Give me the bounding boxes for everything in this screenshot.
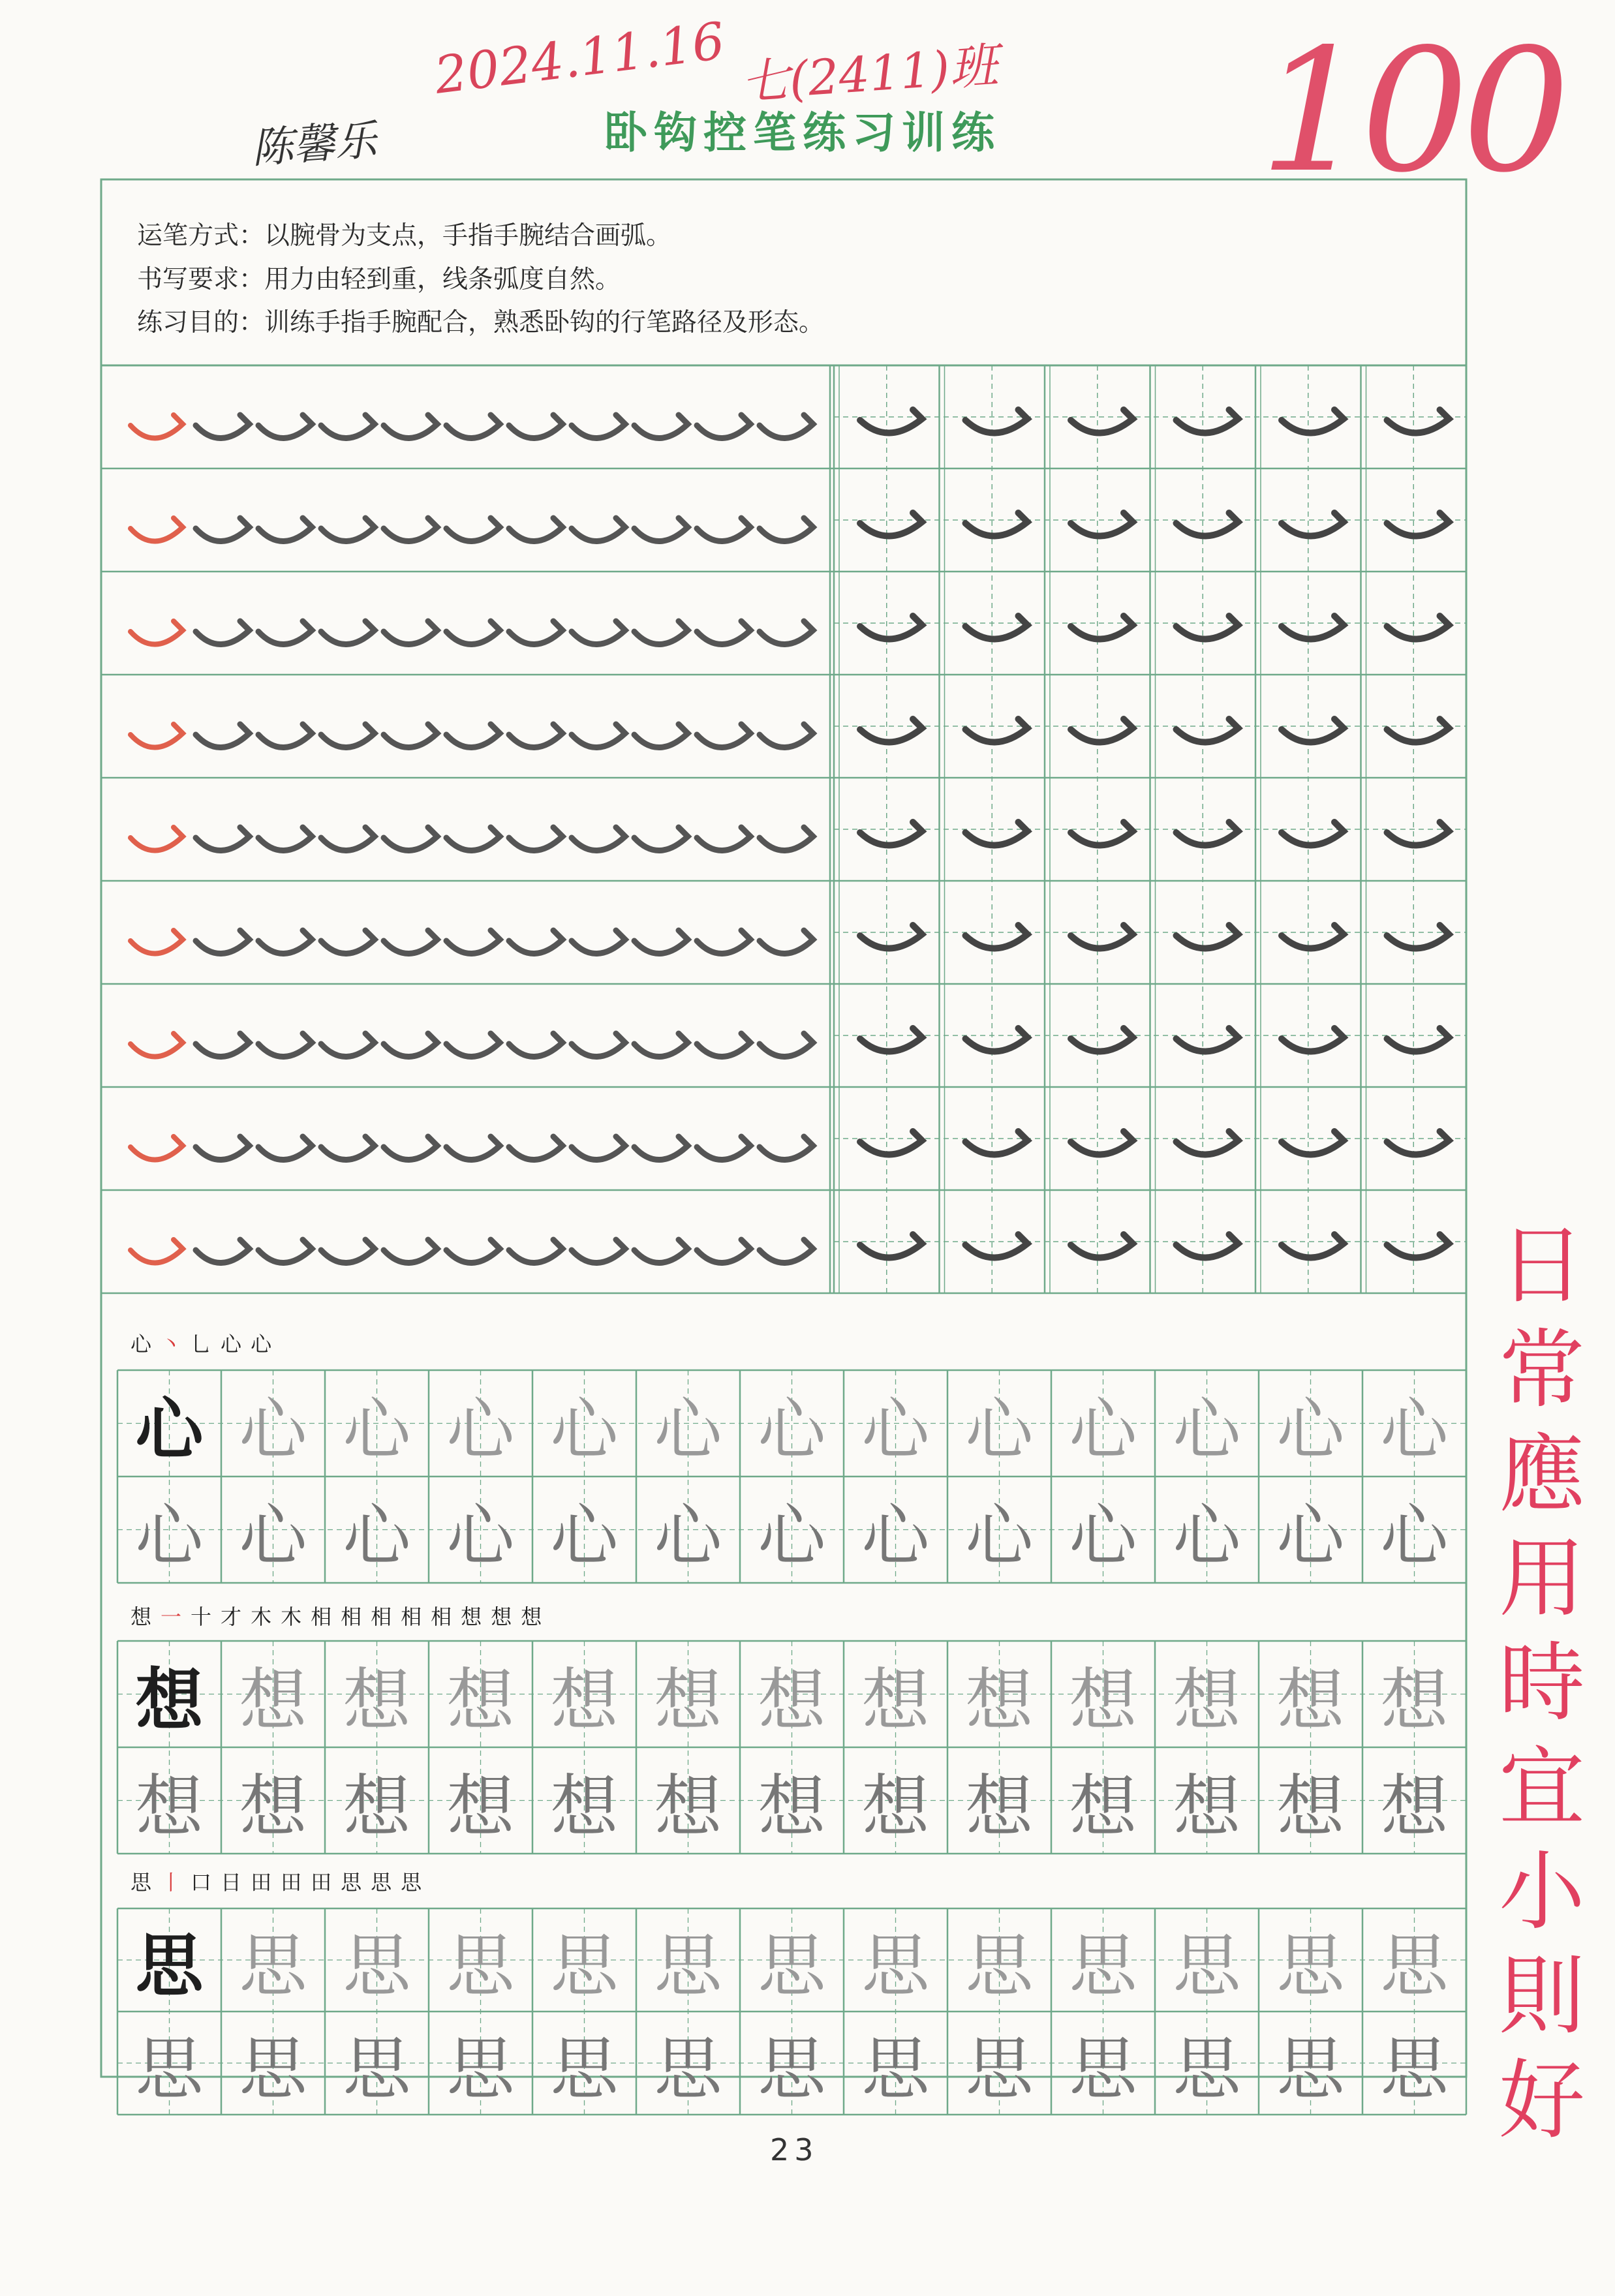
- practice-char: 思: [343, 2029, 411, 2109]
- square-practice-hook: [860, 1028, 922, 1052]
- square-practice-hook: [860, 719, 922, 742]
- practice-hook: [258, 1240, 312, 1263]
- practice-hook: [572, 415, 625, 438]
- date-note: 2024.11.16: [431, 12, 728, 106]
- stroke-order-step: 思: [371, 1870, 392, 1895]
- square-practice-hook: [1282, 1028, 1344, 1052]
- square-practice-hook: [1282, 410, 1344, 433]
- practice-hook: [384, 621, 437, 645]
- stroke-order-step: 思: [131, 1870, 152, 1895]
- red-model-hook: [131, 1033, 183, 1057]
- practice-hook: [446, 930, 500, 954]
- square-practice-hook: [966, 1234, 1028, 1258]
- practice-char: 想: [550, 1660, 619, 1740]
- square-practice-hook: [966, 1028, 1028, 1052]
- practice-char: 想: [1069, 1660, 1137, 1740]
- practice-hook: [446, 1033, 500, 1057]
- instruction-requirement: 书写要求：用力由轻到重，线条弧度自然。: [137, 265, 621, 294]
- square-practice-hook: [1387, 616, 1449, 639]
- practice-hook: [384, 518, 437, 542]
- practice-char: 心: [1069, 1389, 1137, 1469]
- practice-hook: [384, 1137, 437, 1160]
- practice-hook: [697, 724, 750, 748]
- practice-hook: [446, 827, 500, 851]
- practice-char: 心: [343, 1389, 411, 1469]
- square-practice-hook: [1282, 1131, 1344, 1155]
- practice-char: 想: [135, 1659, 204, 1740]
- stroke-order-xin: [131, 1328, 281, 1358]
- practice-char: 思: [758, 2029, 826, 2109]
- practice-hook: [509, 621, 562, 645]
- practice-char: 思: [343, 1926, 411, 2006]
- practice-hook: [697, 518, 750, 542]
- practice-char: 想: [343, 1766, 411, 1846]
- square-practice-hook: [966, 719, 1028, 742]
- square-practice-hook: [1387, 925, 1449, 949]
- practice-hook: [258, 930, 312, 954]
- red-model-hook: [131, 930, 183, 954]
- practice-hook: [196, 1137, 249, 1160]
- practice-hook: [196, 930, 249, 954]
- practice-char: 思: [550, 1926, 619, 2006]
- practice-hook: [509, 724, 562, 748]
- student-name: 陈馨乐: [250, 116, 378, 174]
- practice-hook: [321, 827, 375, 851]
- practice-char: 想: [654, 1660, 722, 1740]
- stroke-order-step: 想: [491, 1604, 512, 1629]
- square-practice-hook: [1071, 822, 1133, 846]
- practice-char: 思: [861, 1926, 930, 2006]
- square-practice-hook: [860, 1234, 922, 1258]
- practice-char: 想: [758, 1766, 826, 1846]
- square-practice-hook: [1177, 410, 1238, 433]
- practice-hook: [384, 930, 437, 954]
- practice-char: 心: [758, 1389, 826, 1469]
- stroke-order-step: 想: [521, 1604, 542, 1629]
- stroke-order-step: 相: [371, 1604, 392, 1629]
- practice-char: 心: [1173, 1495, 1241, 1576]
- practice-hook: [697, 621, 750, 645]
- square-practice-hook: [860, 410, 922, 433]
- practice-char: 思: [654, 1926, 722, 2006]
- practice-hook: [760, 930, 813, 954]
- practice-char: 心: [343, 1495, 411, 1576]
- practice-hook: [321, 1137, 375, 1160]
- practice-hook: [321, 930, 375, 954]
- practice-char: 思: [1069, 1926, 1137, 2006]
- practice-hook: [509, 827, 562, 851]
- class-note: 七(2411)班: [739, 37, 1000, 112]
- square-practice-hook: [1387, 1028, 1449, 1052]
- stroke-order-step: 思: [341, 1870, 362, 1895]
- square-practice-hook: [1387, 1131, 1449, 1155]
- stroke-order-step: 十: [191, 1604, 212, 1629]
- stroke-order-si: [131, 1866, 431, 1896]
- red-model-hook: [131, 1137, 183, 1160]
- square-practice-hook: [1071, 410, 1133, 433]
- practice-hook: [572, 518, 625, 542]
- square-practice-hook: [966, 513, 1028, 536]
- stroke-order-step: 一: [161, 1604, 182, 1629]
- practice-hook: [446, 1137, 500, 1160]
- practice-char: 心: [1069, 1495, 1137, 1576]
- practice-hook: [321, 724, 375, 748]
- practice-hook: [384, 827, 437, 851]
- stroke-order-step: 木: [281, 1604, 302, 1629]
- page-number: 23: [770, 2132, 819, 2167]
- practice-hook: [258, 1033, 312, 1057]
- practice-hook: [572, 1137, 625, 1160]
- practice-hook: [634, 827, 688, 851]
- practice-hook: [572, 1033, 625, 1057]
- practice-hook: [760, 1137, 813, 1160]
- practice-hook: [634, 1137, 688, 1160]
- practice-hook: [321, 1240, 375, 1263]
- square-practice-hook: [1071, 1234, 1133, 1258]
- practice-char: 想: [1276, 1766, 1345, 1846]
- practice-hook: [446, 1240, 500, 1263]
- practice-hook: [446, 415, 500, 438]
- square-practice-hook: [1282, 925, 1344, 949]
- practice-hook: [258, 621, 312, 645]
- stroke-order-step: 丨: [161, 1870, 182, 1895]
- practice-hook: [258, 1137, 312, 1160]
- practice-hook: [196, 1033, 249, 1057]
- practice-hook: [634, 1033, 688, 1057]
- red-model-hook: [131, 1240, 183, 1263]
- teacher-comment: 日常應用時宜小則好: [1499, 1216, 1585, 2151]
- square-practice-hook: [1177, 925, 1238, 949]
- square-practice-hook: [860, 513, 922, 536]
- practice-char: 思: [135, 1925, 204, 2006]
- stroke-order-step: 乚: [191, 1332, 212, 1356]
- practice-hook: [760, 518, 813, 542]
- square-practice-hook: [966, 410, 1028, 433]
- square-practice-hook: [1071, 513, 1133, 536]
- practice-hook: [446, 518, 500, 542]
- practice-char: 心: [1380, 1389, 1449, 1469]
- practice-char: 想: [1173, 1660, 1241, 1740]
- practice-char: 想: [446, 1766, 515, 1846]
- square-practice-hook: [860, 1131, 922, 1155]
- practice-hook: [760, 1033, 813, 1057]
- square-practice-hook: [966, 822, 1028, 846]
- practice-hook: [321, 415, 375, 438]
- square-practice-hook: [1177, 1131, 1238, 1155]
- practice-char: 思: [654, 2029, 722, 2109]
- practice-char: 心: [965, 1389, 1034, 1469]
- practice-hook: [446, 724, 500, 748]
- hook-stroke-marks: [131, 410, 1449, 1263]
- practice-char: 心: [446, 1389, 515, 1469]
- practice-char: 心: [861, 1389, 930, 1469]
- practice-hook: [697, 1033, 750, 1057]
- practice-char: 想: [1276, 1660, 1345, 1740]
- practice-char: 想: [861, 1660, 930, 1740]
- stroke-order-step: 想: [131, 1604, 152, 1629]
- practice-char: 想: [965, 1766, 1034, 1846]
- practice-hook: [634, 621, 688, 645]
- practice-hook: [634, 1240, 688, 1263]
- practice-hook: [634, 415, 688, 438]
- square-practice-hook: [966, 616, 1028, 639]
- practice-char: 心: [1276, 1495, 1345, 1576]
- stroke-order-step: 木: [251, 1604, 272, 1629]
- practice-hook: [572, 930, 625, 954]
- practice-char: 思: [550, 2029, 619, 2109]
- stroke-order-step: 才: [221, 1604, 242, 1629]
- square-practice-hook: [860, 822, 922, 846]
- practice-hook: [760, 724, 813, 748]
- practice-char: 思: [1173, 1926, 1241, 2006]
- stroke-order-step: 相: [311, 1604, 332, 1629]
- practice-hook: [634, 724, 688, 748]
- practice-hook: [697, 930, 750, 954]
- square-practice-hook: [1177, 822, 1238, 846]
- practice-char: 心: [965, 1495, 1034, 1576]
- practice-char: 心: [446, 1495, 515, 1576]
- square-practice-hook: [1177, 616, 1238, 639]
- practice-hook: [321, 1033, 375, 1057]
- stroke-order-step: 田: [251, 1870, 272, 1895]
- score-mark: 100: [1259, 13, 1564, 210]
- practice-char: 心: [239, 1389, 307, 1469]
- practice-char: 想: [446, 1660, 515, 1740]
- square-practice-hook: [1177, 719, 1238, 742]
- practice-hook: [634, 930, 688, 954]
- red-model-hook: [131, 621, 183, 645]
- practice-char: 想: [758, 1660, 826, 1740]
- practice-char: 思: [1173, 2029, 1241, 2109]
- practice-char: 思: [1380, 1926, 1449, 2006]
- practice-hook: [509, 1033, 562, 1057]
- practice-hook: [321, 621, 375, 645]
- practice-char: 心: [239, 1495, 307, 1576]
- square-practice-hook: [1282, 822, 1344, 846]
- practice-char: 思: [446, 1926, 515, 2006]
- instruction-method: 运笔方式：以腕骨为支点，手指手腕结合画弧。: [137, 221, 672, 251]
- practice-char: 思: [1380, 2029, 1449, 2109]
- practice-char: 思: [965, 2029, 1034, 2109]
- practice-char: 思: [239, 1926, 307, 2006]
- red-model-hook: [131, 724, 183, 748]
- practice-hook: [196, 518, 249, 542]
- practice-char: 想: [239, 1766, 307, 1846]
- square-practice-hook: [966, 925, 1028, 949]
- practice-char: 思: [861, 2029, 930, 2109]
- square-practice-hook: [860, 616, 922, 639]
- square-practice-hook: [1071, 616, 1133, 639]
- practice-char: 心: [861, 1495, 930, 1576]
- square-practice-hook: [1177, 513, 1238, 536]
- square-practice-hook: [1387, 719, 1449, 742]
- practice-hook: [446, 621, 500, 645]
- stroke-order-step: 田: [281, 1870, 302, 1895]
- practice-char: 思: [1276, 2029, 1345, 2109]
- instruction-goal: 练习目的：训练手指手腕配合，熟悉卧钩的行笔路径及形态。: [137, 308, 825, 337]
- red-model-hook: [131, 415, 183, 438]
- practice-hook: [509, 1240, 562, 1263]
- practice-hook: [760, 1240, 813, 1263]
- square-practice-hook: [1387, 410, 1449, 433]
- practice-hook: [572, 724, 625, 748]
- practice-hook: [697, 415, 750, 438]
- square-practice-hook: [1282, 616, 1344, 639]
- practice-char: 想: [550, 1766, 619, 1846]
- practice-char: 思: [758, 1926, 826, 2006]
- practice-hook: [572, 1240, 625, 1263]
- square-practice-hook: [860, 925, 922, 949]
- practice-char: 想: [654, 1766, 722, 1846]
- practice-hook: [760, 415, 813, 438]
- practice-char: 思: [135, 2029, 204, 2109]
- practice-hook: [509, 415, 562, 438]
- practice-hook: [572, 621, 625, 645]
- practice-hook: [760, 621, 813, 645]
- practice-char: 思: [446, 2029, 515, 2109]
- square-practice-hook: [1071, 1131, 1133, 1155]
- practice-char: 想: [1173, 1766, 1241, 1846]
- square-practice-hook: [1387, 513, 1449, 536]
- practice-char: 心: [550, 1495, 619, 1576]
- practice-char: 想: [343, 1660, 411, 1740]
- stroke-order-step: 思: [401, 1870, 422, 1895]
- practice-hook: [196, 415, 249, 438]
- stroke-order-step: 田: [311, 1870, 332, 1895]
- practice-char: 想: [135, 1766, 204, 1846]
- practice-hook: [384, 724, 437, 748]
- stroke-order-step: 心: [221, 1332, 242, 1356]
- practice-hook: [697, 827, 750, 851]
- practice-hook: [509, 930, 562, 954]
- square-practice-hook: [1282, 719, 1344, 742]
- practice-hook: [321, 518, 375, 542]
- square-practice-hook: [1177, 1028, 1238, 1052]
- practice-hook: [384, 415, 437, 438]
- practice-hook: [196, 621, 249, 645]
- practice-char: 心: [1173, 1389, 1241, 1469]
- red-model-hook: [131, 518, 183, 542]
- practice-char: 思: [239, 2029, 307, 2109]
- practice-char: 心: [654, 1389, 722, 1469]
- stroke-order-step: 想: [461, 1604, 482, 1629]
- practice-hook: [634, 518, 688, 542]
- stroke-order-step: 丶: [161, 1332, 182, 1356]
- practice-char: 心: [135, 1388, 204, 1469]
- practice-hook: [572, 827, 625, 851]
- practice-hook: [258, 724, 312, 748]
- practice-char: 思: [965, 1926, 1034, 2006]
- square-practice-hook: [1071, 1028, 1133, 1052]
- stroke-order-step: 相: [431, 1604, 452, 1629]
- practice-char: 心: [550, 1389, 619, 1469]
- practice-hook: [196, 827, 249, 851]
- stroke-order-step: 相: [341, 1604, 362, 1629]
- practice-char: 心: [758, 1495, 826, 1576]
- practice-char: 思: [1069, 2029, 1137, 2109]
- stroke-order-step: 心: [131, 1332, 152, 1356]
- practice-char: 想: [239, 1660, 307, 1740]
- practice-hook: [258, 518, 312, 542]
- practice-hook: [258, 415, 312, 438]
- practice-hook: [196, 1240, 249, 1263]
- practice-hook: [509, 518, 562, 542]
- page-title: 卧钩控笔练习训练: [604, 108, 1001, 158]
- practice-hook: [258, 827, 312, 851]
- stroke-order-xiang: [131, 1600, 551, 1630]
- square-practice-hook: [966, 1131, 1028, 1155]
- stroke-order-step: 口: [191, 1870, 212, 1895]
- square-practice-hook: [1177, 1234, 1238, 1258]
- square-practice-hook: [1071, 719, 1133, 742]
- practice-hook: [697, 1240, 750, 1263]
- stroke-order-step: 日: [221, 1870, 242, 1895]
- practice-char: 想: [1380, 1766, 1449, 1846]
- practice-hook: [697, 1137, 750, 1160]
- red-model-hook: [131, 827, 183, 851]
- practice-char: 思: [1276, 1926, 1345, 2006]
- square-practice-hook: [1071, 925, 1133, 949]
- practice-char: 心: [135, 1495, 204, 1576]
- practice-char: 想: [861, 1766, 930, 1846]
- practice-hook: [196, 724, 249, 748]
- practice-hook: [384, 1240, 437, 1263]
- square-practice-hook: [1282, 513, 1344, 536]
- stroke-order-step: 心: [251, 1332, 272, 1356]
- practice-hook: [760, 827, 813, 851]
- practice-char: 心: [654, 1495, 722, 1576]
- practice-hook: [509, 1137, 562, 1160]
- practice-char: 想: [1380, 1660, 1449, 1740]
- square-practice-hook: [1387, 1234, 1449, 1258]
- practice-char: 心: [1380, 1495, 1449, 1576]
- practice-hook: [384, 1033, 437, 1057]
- square-practice-hook: [1282, 1234, 1344, 1258]
- square-practice-hook: [1387, 822, 1449, 846]
- stroke-order-step: 相: [401, 1604, 422, 1629]
- practice-char: 心: [1276, 1389, 1345, 1469]
- practice-char: 想: [1069, 1766, 1137, 1846]
- practice-char: 想: [965, 1660, 1034, 1740]
